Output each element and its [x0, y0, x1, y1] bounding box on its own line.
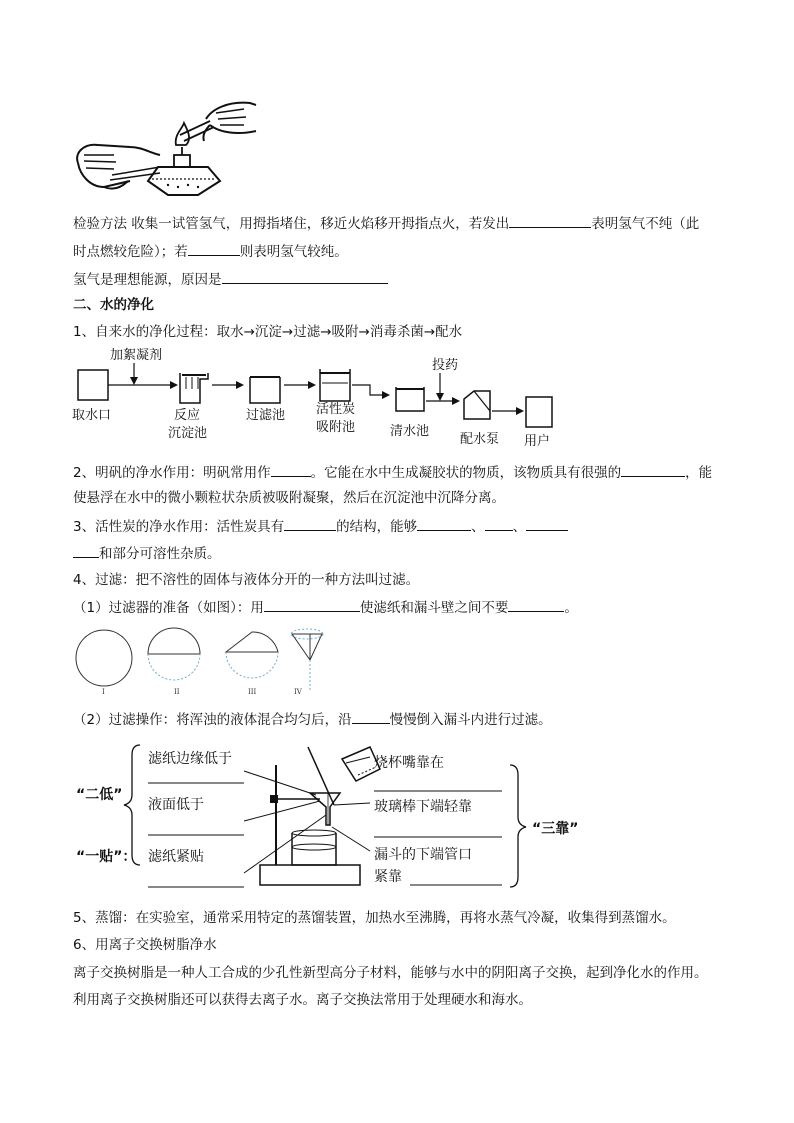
- three-lean-label: “三靠”: [532, 821, 579, 837]
- answer-blank[interactable]: [621, 462, 685, 477]
- text: 氢气是理想能源，原因是: [73, 272, 222, 288]
- filter-paper-folding-diagram: [74, 628, 334, 698]
- item5-text: 5、蒸馏：在实验室，通常采用特定的蒸馏装置，加热水至沸腾，再将水蒸气冷凝，收集得到蒸馏水。: [73, 910, 676, 926]
- flow-label: 过滤池: [246, 408, 286, 423]
- paper-tight-label: 滤纸紧贴: [148, 849, 204, 865]
- fold-label: IV: [294, 688, 302, 696]
- text: 检验方法 收集一试管氢气，用拇指堵住，移近火焰移开拇指点火，若发出: [73, 216, 510, 232]
- flow-label: 用户: [524, 434, 551, 449]
- answer-blank[interactable]: [352, 709, 390, 724]
- item6-paragraph-line2: 利用离子交换树脂还可以获得去离子水。离子交换法常用于处理硬水和海水。: [73, 992, 532, 1008]
- fold-label: II: [174, 688, 180, 696]
- item1-text: 1、自来水的净化过程：取水→沉淀→过滤→吸附→消毒杀菌→配水: [73, 324, 463, 340]
- item4-1-text: [73, 597, 578, 618]
- fold-label: III: [248, 688, 257, 696]
- answer-blank[interactable]: [284, 516, 336, 531]
- answer-blank[interactable]: [264, 597, 360, 612]
- text: ，能: [685, 465, 713, 481]
- text: 使滤纸和漏斗壁之间不要: [359, 600, 509, 616]
- fold-label: I: [102, 688, 105, 696]
- item6-text: 6、用离子交换树脂净水: [73, 937, 217, 953]
- answer-blank[interactable]: [188, 241, 240, 256]
- answer-blank[interactable]: [509, 213, 591, 228]
- answer-blank[interactable]: [485, 516, 513, 531]
- answer-blank[interactable]: [73, 543, 99, 558]
- hydrogen-ideal-energy: [73, 269, 388, 290]
- text: 和部分可溶性杂质。: [99, 546, 221, 562]
- answer-blank[interactable]: [417, 516, 471, 531]
- item2-line2: 使悬浮在水中的微小颗粒状杂质被吸附凝聚，然后在沉淀池中沉降分离。: [73, 490, 505, 506]
- filtration-apparatus-diagram: [70, 735, 610, 895]
- answer-blank[interactable]: [222, 269, 388, 284]
- funnel-end-label: 漏斗的下端管口: [374, 847, 472, 863]
- item4-text: 4、过滤：把不溶性的固体与液体分开的一种方法叫过滤。: [73, 572, 420, 588]
- tight-label: 紧靠: [374, 869, 402, 885]
- flow-label: 加絮凝剂: [110, 348, 163, 363]
- text: 时点燃较危险）；若: [73, 244, 188, 260]
- answer-blank[interactable]: [271, 462, 311, 477]
- text: 2、明矾的净水作用：明矾常用作: [73, 465, 271, 481]
- item2-line1: [73, 462, 712, 483]
- flow-label: 吸附池: [316, 420, 356, 435]
- answer-blank[interactable]: [526, 516, 568, 531]
- text: 3、活性炭的净水作用：活性炭具有: [73, 519, 285, 535]
- item4-2-text: [73, 709, 552, 730]
- beaker-spout-label: 烧杯嘴靠在: [374, 755, 444, 771]
- text: （1）过滤器的准备（如图）：用: [73, 600, 264, 616]
- two-low-label: “二低”: [76, 787, 123, 803]
- item3-line2: [73, 543, 221, 564]
- item6-paragraph-line1: 离子交换树脂是一种人工合成的少孔性新型高分子材料，能够与水中的阴阳离子交换，起到净化水的作用。: [73, 965, 708, 981]
- flow-label: 配水泵: [460, 432, 500, 447]
- flow-label: 活性炭: [316, 402, 356, 417]
- hydrogen-test-illustration: [70, 95, 270, 200]
- section-heading: 二、水的净化: [73, 297, 154, 313]
- text: 。它能在水中生成凝胶状的物质，该物质具有很强的: [310, 465, 622, 481]
- answer-blank[interactable]: [508, 597, 564, 612]
- text: 表明氢气不纯（此: [591, 216, 700, 232]
- flow-label: 沉淀池: [168, 426, 208, 441]
- text: 的结构，能够: [336, 519, 418, 535]
- liquid-lower-label: 液面低于: [148, 797, 204, 813]
- one-stick-label: “一贴”：: [76, 849, 137, 865]
- text: 。: [564, 600, 578, 616]
- item3-line1: [73, 516, 568, 537]
- flow-label: 投药: [432, 358, 459, 373]
- flow-label: 清水池: [390, 424, 430, 439]
- text: （2）过滤操作：将浑浊的液体混合均匀后，沿: [73, 712, 352, 728]
- edge-lower-label: 滤纸边缘低于: [148, 751, 232, 767]
- text: 则表明氢气较纯。: [239, 244, 348, 260]
- flow-label: 取水口: [72, 408, 112, 423]
- hydrogen-test-line1: [73, 213, 699, 234]
- hydrogen-test-line2: [73, 241, 348, 262]
- text: 、: [471, 519, 485, 535]
- purification-flow-diagram: [70, 345, 570, 455]
- rod-end-label: 玻璃棒下端轻靠: [374, 799, 472, 815]
- flow-label: 反应: [174, 408, 201, 423]
- text: 慢慢倒入漏斗内进行过滤。: [389, 712, 552, 728]
- text: 、: [512, 519, 527, 535]
